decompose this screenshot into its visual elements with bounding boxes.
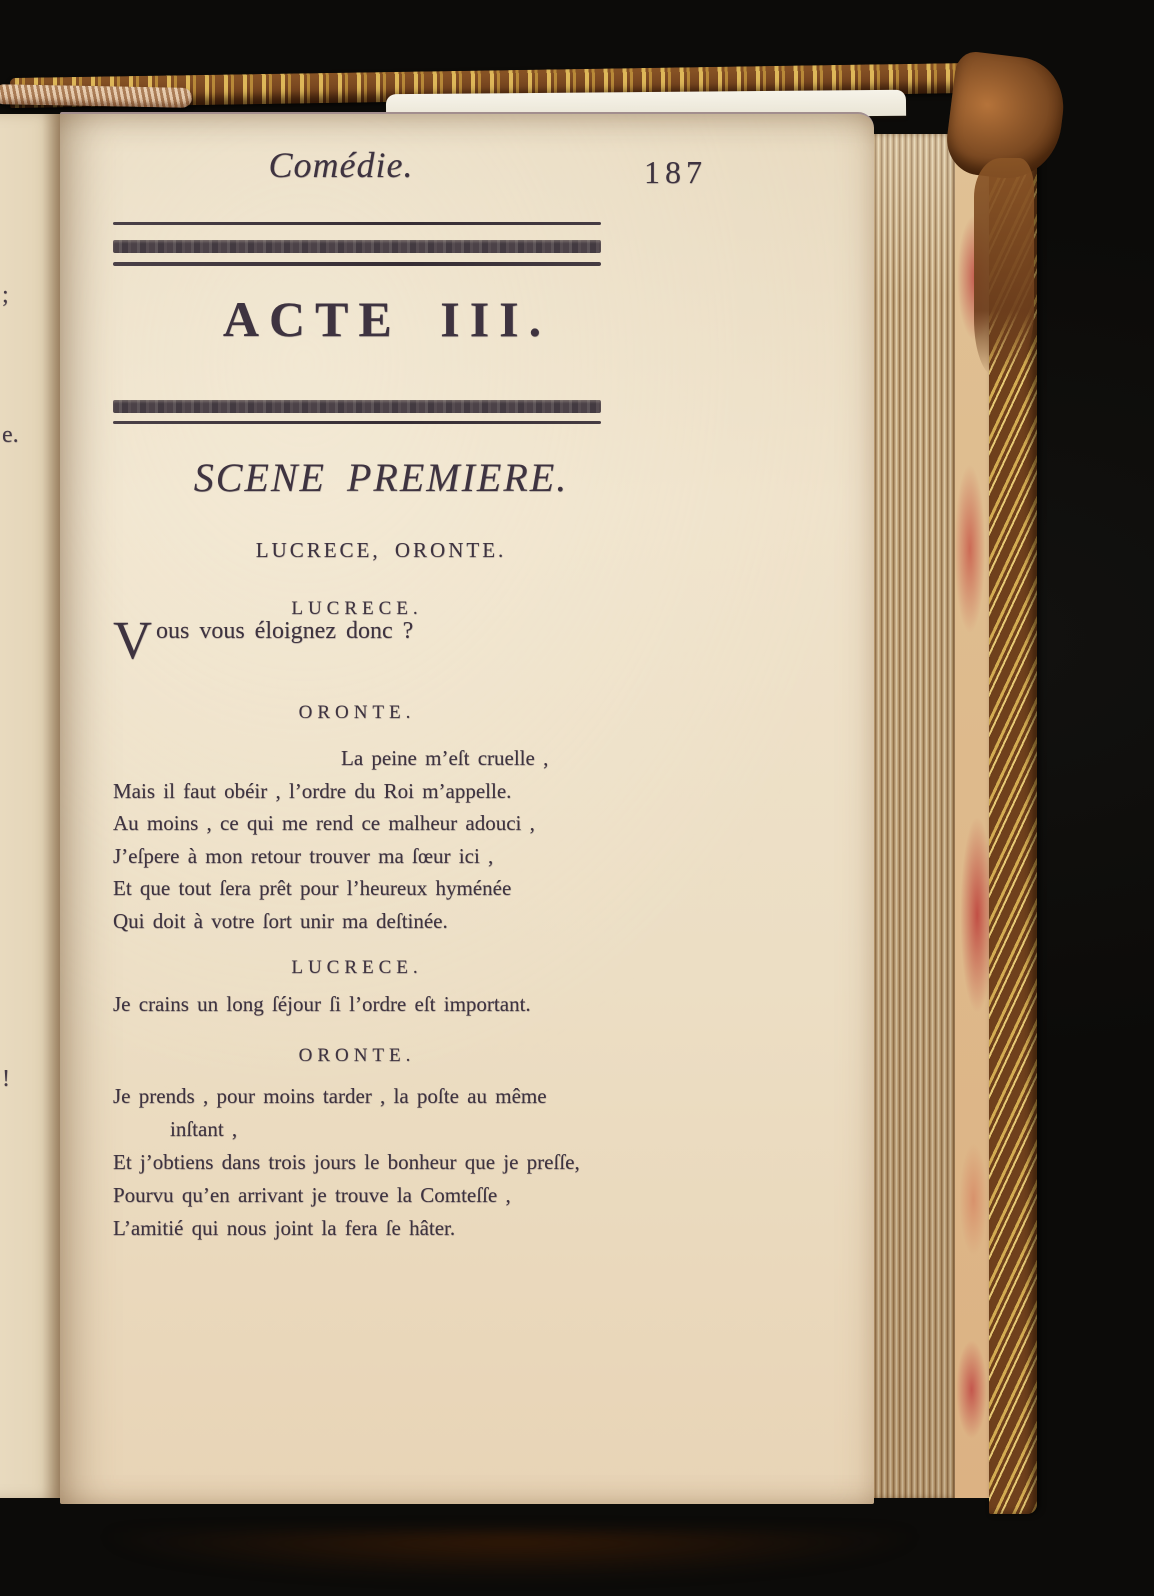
verse-text: ous vous éloignez donc ? — [156, 618, 414, 644]
verse-line: Et j’obtiens dans trois jours le bonheur que je preſſe, — [113, 1150, 580, 1174]
verse-line: La peine m’eſt cruelle , — [341, 746, 549, 770]
speaker-heading: ORONTE. — [298, 702, 416, 723]
rule-divider — [113, 400, 601, 424]
facing-page-text-fragment: ; — [2, 282, 9, 308]
verse-line: Pourvu qu’en arrivant je trouve la Comteſſe , — [113, 1183, 511, 1207]
scene-heading: SCENE PREMIERE. — [193, 455, 569, 500]
verse-line: Au moins , ce qui me rend ce malheur adouci , — [113, 811, 535, 836]
initial-capital: V — [113, 610, 152, 670]
page-block-fore-edge — [872, 134, 958, 1498]
verse-line: Et que tout ſera prêt pour l’heureux hyménée — [113, 876, 512, 901]
thick-rule — [113, 240, 601, 253]
verse-line-runover: inſtant , — [170, 1117, 238, 1141]
thin-rule — [113, 262, 601, 266]
book-cast-shadow — [28, 1532, 1032, 1590]
speaker-heading: LUCRECE. — [291, 598, 423, 619]
facing-page-text-fragment: ! — [2, 1066, 10, 1092]
book-page — [60, 112, 874, 1504]
thick-rule — [113, 400, 601, 413]
facing-page-text-fragment: e. — [2, 422, 19, 448]
speaker-heading: ORONTE. — [298, 1045, 416, 1066]
headband — [0, 84, 192, 108]
facing-page-sliver — [0, 114, 60, 1498]
verse-line: Mais il faut obéir , l’ordre du Roi m’appelle. — [113, 778, 512, 803]
verse-line: Qui doit à votre ſort unir ma deſtinée. — [113, 908, 448, 933]
page-number: 187 — [644, 154, 707, 190]
speaker-heading: LUCRECE. — [291, 957, 423, 978]
running-title: Comédie. — [268, 145, 414, 185]
worn-leather-streak — [974, 158, 1034, 376]
thin-rule — [113, 421, 601, 424]
verse-line: Je crains un long ſéjour ſi l’ordre eſt important. — [113, 992, 531, 1016]
verse-line — [113, 610, 601, 670]
verse-line: Je prends , pour moins tarder , la poſte au même — [113, 1084, 547, 1108]
scene-characters: LUCRECE, ORONTE. — [255, 538, 507, 562]
speech-block — [113, 1080, 601, 1245]
verse-line: J’eſpere à mon retour trouver ma ſœur ici , — [113, 843, 494, 868]
verse-line: L’amitié qui nous joint la fera ſe hâter. — [113, 1216, 456, 1240]
speech-block — [113, 742, 601, 938]
thin-rule — [113, 222, 601, 225]
act-heading: ACTE III. — [222, 291, 552, 347]
double-rule-divider — [113, 222, 601, 266]
